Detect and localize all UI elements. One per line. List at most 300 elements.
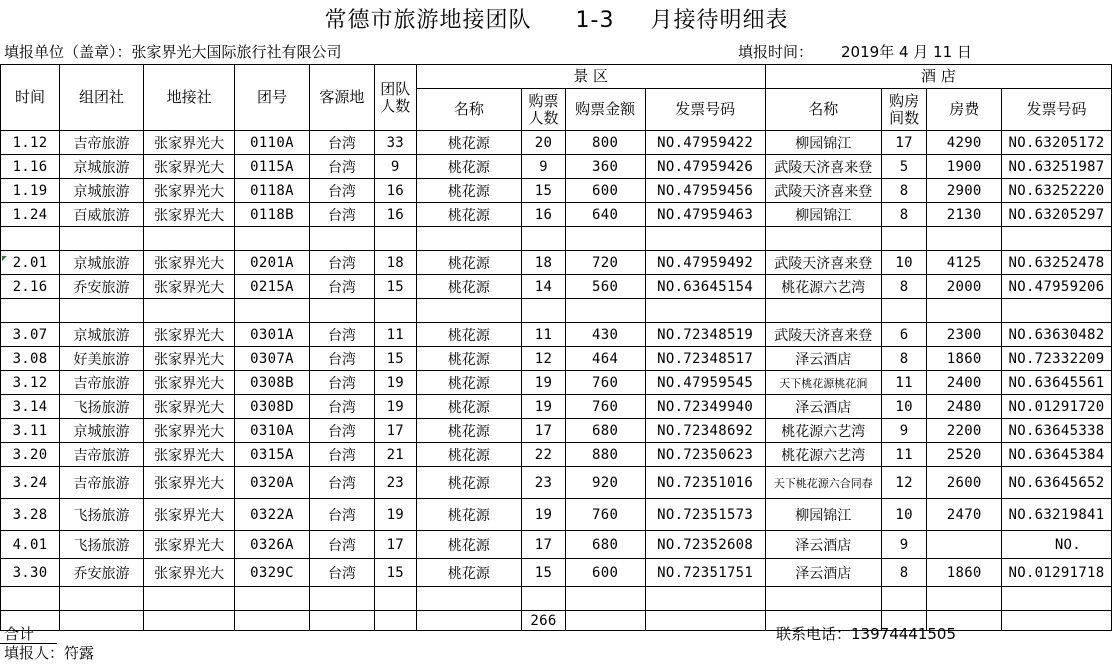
- cell-group-no: 0118A: [235, 179, 310, 203]
- cell-hotel-invoice: NO.63205297: [1002, 203, 1112, 227]
- cell-time: [1, 587, 60, 611]
- table-row: [1, 179, 1112, 203]
- header-scenic-invoice: 发票号码: [645, 89, 765, 131]
- cell-scenic-invoice: NO.72348692: [645, 419, 765, 443]
- table-body: [1, 131, 1112, 611]
- reporting-unit: [4, 40, 342, 64]
- header-group-size: 团队人数: [375, 65, 416, 131]
- table-row: [1, 559, 1112, 587]
- cell-room-fee: 2200: [927, 419, 1002, 443]
- table-row: [1, 499, 1112, 531]
- cell-scenic-name: 桃花源: [416, 323, 522, 347]
- cell-room-fee: 2480: [927, 395, 1002, 419]
- cell-room-fee: [927, 299, 1002, 323]
- cell-room-fee: [927, 227, 1002, 251]
- cell-group-no: 0118B: [235, 203, 310, 227]
- cell-origin: 台湾: [309, 467, 374, 499]
- cell-hotel-invoice: NO.63252478: [1002, 251, 1112, 275]
- cell-hotel-invoice: [1002, 227, 1112, 251]
- cell-ticket-amount: 600: [565, 179, 645, 203]
- contact-phone-value: 13974441505: [851, 625, 956, 643]
- cell-scenic-invoice: NO.47959426: [645, 155, 765, 179]
- cell-ticket-amount: 880: [565, 443, 645, 467]
- cell-hotel-invoice: NO.63645384: [1002, 443, 1112, 467]
- cell-group-agency: 京城旅游: [60, 419, 144, 443]
- cell-room-fee: [927, 587, 1002, 611]
- cell-time: 1.19: [1, 179, 60, 203]
- cell-local-agency: 张家界光大: [144, 419, 235, 443]
- cell-room-fee: 4125: [927, 251, 1002, 275]
- reporting-time-value: 2019年 4 月 11 日: [841, 43, 972, 61]
- cell-hotel-invoice: NO.72332209: [1002, 347, 1112, 371]
- cell-group-agency: 飞扬旅游: [60, 499, 144, 531]
- table-row: [1, 251, 1112, 275]
- cell-tickets: 18: [522, 251, 566, 275]
- cell-group-agency: [60, 587, 144, 611]
- cell-local-agency: [144, 587, 235, 611]
- cell-local-agency: 张家界光大: [144, 347, 235, 371]
- table-row: [1, 443, 1112, 467]
- cell-scenic-invoice: NO.63645154: [645, 275, 765, 299]
- cell-origin: 台湾: [309, 203, 374, 227]
- cell-origin: 台湾: [309, 131, 374, 155]
- filler: [4, 642, 94, 664]
- cell-scenic-invoice: NO.72351016: [645, 467, 765, 499]
- cell-tickets: 14: [522, 275, 566, 299]
- filler-value: 符露: [64, 644, 95, 662]
- cell-ticket-amount: 760: [565, 499, 645, 531]
- cell-rooms: 17: [881, 131, 927, 155]
- cell-hotel-name: 泽云酒店: [765, 395, 881, 419]
- table-row: [1, 419, 1112, 443]
- cell-group-agency: 吉帝旅游: [60, 131, 144, 155]
- reporting-time: [738, 40, 972, 64]
- cell-scenic-invoice: NO.72352608: [645, 531, 765, 559]
- table-row: [1, 299, 1112, 323]
- cell-ticket-amount: 640: [565, 203, 645, 227]
- cell-rooms: [881, 299, 927, 323]
- cell-hotel-invoice: NO.: [1002, 531, 1112, 559]
- cell-hotel-name: 武陵天济喜来登: [765, 179, 881, 203]
- cell-hotel-name: 桃花源六艺湾: [765, 443, 881, 467]
- total-cell: [416, 611, 522, 631]
- cell-hotel-name: 武陵天济喜来登: [765, 323, 881, 347]
- cell-hotel-invoice: NO.63205172: [1002, 131, 1112, 155]
- cell-tickets: 15: [522, 559, 566, 587]
- cell-group-no: 0310A: [235, 419, 310, 443]
- reporting-unit-label: 填报单位（盖章）：: [4, 43, 132, 61]
- cell-room-fee: 2000: [927, 275, 1002, 299]
- cell-origin: 台湾: [309, 419, 374, 443]
- cell-scenic-invoice: NO.47959463: [645, 203, 765, 227]
- cell-time: 3.11: [1, 419, 60, 443]
- cell-time: 1.16: [1, 155, 60, 179]
- contact-phone: [776, 623, 956, 645]
- cell-tickets: 22: [522, 443, 566, 467]
- cell-time: 3.14: [1, 395, 60, 419]
- cell-tickets: 19: [522, 371, 566, 395]
- cell-rooms: 8: [881, 347, 927, 371]
- cell-group-no: 0320A: [235, 467, 310, 499]
- cell-group-size: 33: [375, 131, 416, 155]
- cell-hotel-name: 武陵天济喜来登: [765, 251, 881, 275]
- table-row: [1, 323, 1112, 347]
- cell-local-agency: 张家界光大: [144, 559, 235, 587]
- cell-scenic-name: 桃花源: [416, 347, 522, 371]
- cell-scenic-name: [416, 227, 522, 251]
- cell-group-size: 17: [375, 419, 416, 443]
- title-part-1: 常德市旅游地接团队: [324, 8, 532, 33]
- cell-scenic-invoice: NO.72349940: [645, 395, 765, 419]
- cell-rooms: 11: [881, 443, 927, 467]
- cell-local-agency: [144, 227, 235, 251]
- total-cell: [309, 611, 374, 631]
- cell-room-fee: [927, 531, 1002, 559]
- cell-time: 4.01: [1, 531, 60, 559]
- reporting-time-label: 填报时间：: [738, 43, 814, 61]
- cell-rooms: 9: [881, 531, 927, 559]
- cell-group-no: 0308B: [235, 371, 310, 395]
- cell-origin: 台湾: [309, 251, 374, 275]
- cell-local-agency: 张家界光大: [144, 131, 235, 155]
- cell-room-fee: 1860: [927, 559, 1002, 587]
- table-row: [1, 467, 1112, 499]
- cell-tickets: 17: [522, 419, 566, 443]
- cell-scenic-invoice: [645, 227, 765, 251]
- cell-scenic-name: 桃花源: [416, 531, 522, 559]
- header-room-fee: 房费: [927, 89, 1002, 131]
- cell-group-no: [235, 299, 310, 323]
- cell-ticket-amount: 760: [565, 371, 645, 395]
- cell-group-size: 16: [375, 203, 416, 227]
- cell-scenic-invoice: NO.47959456: [645, 179, 765, 203]
- cell-group-no: 0215A: [235, 275, 310, 299]
- cell-rooms: 12: [881, 467, 927, 499]
- cell-hotel-invoice: NO.63645561: [1002, 371, 1112, 395]
- cell-hotel-name: 天下桃花源六合同春: [765, 467, 881, 499]
- total-cell: [1002, 611, 1112, 631]
- total-tickets: 266: [522, 611, 566, 631]
- cell-group-size: 19: [375, 371, 416, 395]
- cell-hotel-name: [765, 227, 881, 251]
- cell-hotel-name: 柳园锦江: [765, 499, 881, 531]
- header-scenic-name: 名称: [416, 89, 522, 131]
- cell-room-fee: 4290: [927, 131, 1002, 155]
- cell-origin: 台湾: [309, 499, 374, 531]
- cell-local-agency: 张家界光大: [144, 395, 235, 419]
- cell-hotel-name: 泽云酒店: [765, 347, 881, 371]
- cell-hotel-name: 武陵天济喜来登: [765, 155, 881, 179]
- header-time: 时间: [1, 65, 60, 131]
- cell-room-fee: 2520: [927, 443, 1002, 467]
- cell-room-fee: 2300: [927, 323, 1002, 347]
- cell-group-agency: 京城旅游: [60, 323, 144, 347]
- cell-hotel-name: 天下桃花源桃花涧: [765, 371, 881, 395]
- detail-table: [0, 64, 1112, 631]
- cell-local-agency: 张家界光大: [144, 531, 235, 559]
- page-title: [0, 4, 1113, 38]
- cell-group-size: 15: [375, 347, 416, 371]
- cell-group-agency: 吉帝旅游: [60, 443, 144, 467]
- cell-hotel-invoice: NO.63630482: [1002, 323, 1112, 347]
- cell-room-fee: 1860: [927, 347, 1002, 371]
- cell-local-agency: 张家界光大: [144, 499, 235, 531]
- cell-time: 3.08: [1, 347, 60, 371]
- cell-origin: 台湾: [309, 443, 374, 467]
- cell-group-size: 16: [375, 179, 416, 203]
- cell-scenic-invoice: NO.72350623: [645, 443, 765, 467]
- cell-time: [1, 299, 60, 323]
- filler-label: 填报人：: [4, 644, 65, 662]
- cell-hotel-invoice: NO.01291718: [1002, 559, 1112, 587]
- cell-scenic-name: 桃花源: [416, 131, 522, 155]
- cell-scenic-name: 桃花源: [416, 443, 522, 467]
- cell-tickets: [522, 299, 566, 323]
- table-row: [1, 587, 1112, 611]
- title-part-3: 月接待明细表: [650, 8, 789, 33]
- header-hotel: 酒 店: [765, 65, 1111, 89]
- cell-scenic-invoice: NO.47959492: [645, 251, 765, 275]
- cell-group-size: [375, 587, 416, 611]
- cell-scenic-invoice: NO.47959422: [645, 131, 765, 155]
- cell-ticket-amount: [565, 299, 645, 323]
- cell-group-no: 0201A: [235, 251, 310, 275]
- cell-group-no: [235, 227, 310, 251]
- cell-room-fee: 1900: [927, 155, 1002, 179]
- cell-group-agency: 京城旅游: [60, 155, 144, 179]
- cell-group-size: [375, 227, 416, 251]
- cell-group-no: [235, 587, 310, 611]
- cell-room-fee: 2400: [927, 371, 1002, 395]
- cell-tickets: 16: [522, 203, 566, 227]
- reporting-unit-value: 张家界光大国际旅行社有限公司: [131, 43, 342, 61]
- cell-group-size: 11: [375, 323, 416, 347]
- cell-scenic-name: 桃花源: [416, 559, 522, 587]
- cell-group-agency: 好美旅游: [60, 347, 144, 371]
- cell-group-no: 0308D: [235, 395, 310, 419]
- cell-group-agency: 飞扬旅游: [60, 531, 144, 559]
- cell-tickets: 23: [522, 467, 566, 499]
- cell-hotel-name: [765, 587, 881, 611]
- cell-room-fee: 2130: [927, 203, 1002, 227]
- cell-tickets: 19: [522, 395, 566, 419]
- cell-origin: 台湾: [309, 395, 374, 419]
- cell-origin: 台湾: [309, 347, 374, 371]
- cell-hotel-invoice: NO.47959206: [1002, 275, 1112, 299]
- cell-local-agency: 张家界光大: [144, 155, 235, 179]
- cell-hotel-name: 泽云酒店: [765, 531, 881, 559]
- cell-ticket-amount: 680: [565, 419, 645, 443]
- table-row: [1, 203, 1112, 227]
- cell-local-agency: 张家界光大: [144, 251, 235, 275]
- cell-scenic-invoice: [645, 587, 765, 611]
- cell-room-fee: 2600: [927, 467, 1002, 499]
- cell-group-agency: 乔安旅游: [60, 559, 144, 587]
- title-part-2: 1-3: [575, 8, 615, 33]
- cell-local-agency: 张家界光大: [144, 323, 235, 347]
- table-row: [1, 371, 1112, 395]
- cell-rooms: 10: [881, 395, 927, 419]
- cell-room-fee: 2470: [927, 499, 1002, 531]
- cell-ticket-amount: [565, 587, 645, 611]
- contact-phone-label: 联系电话：: [776, 625, 852, 643]
- cell-hotel-name: 桃花源六艺湾: [765, 419, 881, 443]
- total-cell: [60, 611, 144, 631]
- cell-hotel-name: 泽云酒店: [765, 559, 881, 587]
- cell-time: 3.28: [1, 499, 60, 531]
- cell-group-agency: 百威旅游: [60, 203, 144, 227]
- cell-tickets: 12: [522, 347, 566, 371]
- header-ticket-amount: 购票金额: [565, 89, 645, 131]
- cell-scenic-invoice: [645, 299, 765, 323]
- cell-hotel-invoice: NO.63645652: [1002, 467, 1112, 499]
- cell-group-no: 0315A: [235, 443, 310, 467]
- cell-scenic-name: 桃花源: [416, 395, 522, 419]
- cell-ticket-amount: 720: [565, 251, 645, 275]
- cell-group-size: 19: [375, 395, 416, 419]
- cell-origin: 台湾: [309, 179, 374, 203]
- cell-origin: 台湾: [309, 531, 374, 559]
- cell-group-agency: 飞扬旅游: [60, 395, 144, 419]
- cell-time: 2.16: [1, 275, 60, 299]
- cell-origin: [309, 227, 374, 251]
- cell-hotel-invoice: NO.63645338: [1002, 419, 1112, 443]
- cell-rooms: 11: [881, 371, 927, 395]
- cell-time: 3.24: [1, 467, 60, 499]
- total-cell: [565, 611, 645, 631]
- cell-tickets: 15: [522, 179, 566, 203]
- cell-rooms: [881, 227, 927, 251]
- cell-ticket-amount: 920: [565, 467, 645, 499]
- header-tickets: 购票人数: [522, 89, 566, 131]
- cell-rooms: 10: [881, 251, 927, 275]
- cell-ticket-amount: 800: [565, 131, 645, 155]
- cell-scenic-invoice: NO.72348517: [645, 347, 765, 371]
- cell-tickets: 20: [522, 131, 566, 155]
- cell-local-agency: [144, 299, 235, 323]
- table-row: [1, 155, 1112, 179]
- cell-scenic-name: 桃花源: [416, 203, 522, 227]
- header-local-agency: 地接社: [144, 65, 235, 131]
- cell-origin: [309, 299, 374, 323]
- cell-local-agency: 张家界光大: [144, 179, 235, 203]
- cell-rooms: 5: [881, 155, 927, 179]
- cell-hotel-name: 柳园锦江: [765, 203, 881, 227]
- cell-scenic-name: 桃花源: [416, 275, 522, 299]
- cell-scenic-name: 桃花源: [416, 179, 522, 203]
- cell-time: 1.24: [1, 203, 60, 227]
- cell-time: 3.20: [1, 443, 60, 467]
- cell-origin: 台湾: [309, 371, 374, 395]
- cell-rooms: 9: [881, 419, 927, 443]
- header-hotel-name: 名称: [765, 89, 881, 131]
- cell-time: 3.12: [1, 371, 60, 395]
- cell-group-size: [375, 299, 416, 323]
- header-scenic: 景 区: [416, 65, 765, 89]
- cell-origin: [309, 587, 374, 611]
- cell-group-no: 0322A: [235, 499, 310, 531]
- cell-group-agency: 京城旅游: [60, 251, 144, 275]
- header-origin: 客源地: [309, 65, 374, 131]
- cell-ticket-amount: 464: [565, 347, 645, 371]
- cell-group-size: 15: [375, 275, 416, 299]
- cell-rooms: 8: [881, 203, 927, 227]
- cell-hotel-name: [765, 299, 881, 323]
- cell-tickets: 11: [522, 323, 566, 347]
- cell-room-fee: 2900: [927, 179, 1002, 203]
- cell-time: [1, 227, 60, 251]
- cell-group-agency: 京城旅游: [60, 179, 144, 203]
- cell-hotel-invoice: NO.63219841: [1002, 499, 1112, 531]
- cell-origin: 台湾: [309, 323, 374, 347]
- cell-tickets: 19: [522, 499, 566, 531]
- cell-time: 2.01: [1, 251, 60, 275]
- cell-tickets: [522, 227, 566, 251]
- cell-scenic-name: 桃花源: [416, 251, 522, 275]
- cell-tickets: 9: [522, 155, 566, 179]
- cell-tickets: [522, 587, 566, 611]
- cell-origin: 台湾: [309, 275, 374, 299]
- table-row: [1, 395, 1112, 419]
- cell-scenic-name: 桃花源: [416, 155, 522, 179]
- cell-group-size: 15: [375, 559, 416, 587]
- cell-group-no: 0110A: [235, 131, 310, 155]
- header-hotel-invoice: 发票号码: [1002, 89, 1112, 131]
- cell-hotel-name: 桃花源六艺湾: [765, 275, 881, 299]
- cell-ticket-amount: 430: [565, 323, 645, 347]
- cell-group-no: 0326A: [235, 531, 310, 559]
- header-group-agency: 组团社: [60, 65, 144, 131]
- cell-scenic-name: 桃花源: [416, 499, 522, 531]
- total-cell: [375, 611, 416, 631]
- cell-ticket-amount: 600: [565, 559, 645, 587]
- header-rooms: 购房间数: [881, 89, 927, 131]
- cell-group-agency: [60, 227, 144, 251]
- table-row: [1, 531, 1112, 559]
- cell-local-agency: 张家界光大: [144, 203, 235, 227]
- cell-scenic-invoice: NO.72351751: [645, 559, 765, 587]
- cell-hotel-invoice: [1002, 587, 1112, 611]
- cell-origin: 台湾: [309, 155, 374, 179]
- cell-scenic-name: 桃花源: [416, 371, 522, 395]
- table-row: [1, 131, 1112, 155]
- table-row: [1, 227, 1112, 251]
- cell-group-no: 0301A: [235, 323, 310, 347]
- cell-ticket-amount: [565, 227, 645, 251]
- cell-group-size: 18: [375, 251, 416, 275]
- cell-hotel-invoice: NO.63252220: [1002, 179, 1112, 203]
- cell-scenic-name: [416, 587, 522, 611]
- cell-time: 3.30: [1, 559, 60, 587]
- header-group-no: 团号: [235, 65, 310, 131]
- table-row: [1, 275, 1112, 299]
- cell-local-agency: 张家界光大: [144, 467, 235, 499]
- cell-time: 3.07: [1, 323, 60, 347]
- cell-scenic-invoice: NO.47959545: [645, 371, 765, 395]
- cell-local-agency: 张家界光大: [144, 275, 235, 299]
- cell-time: 1.12: [1, 131, 60, 155]
- cell-hotel-invoice: NO.01291720: [1002, 395, 1112, 419]
- cell-rooms: 6: [881, 323, 927, 347]
- cell-group-size: 9: [375, 155, 416, 179]
- cell-ticket-amount: 560: [565, 275, 645, 299]
- cell-rooms: 8: [881, 559, 927, 587]
- cell-hotel-invoice: [1002, 299, 1112, 323]
- cell-ticket-amount: 760: [565, 395, 645, 419]
- cell-group-size: 17: [375, 531, 416, 559]
- cell-rooms: 8: [881, 179, 927, 203]
- cell-group-no: 0329C: [235, 559, 310, 587]
